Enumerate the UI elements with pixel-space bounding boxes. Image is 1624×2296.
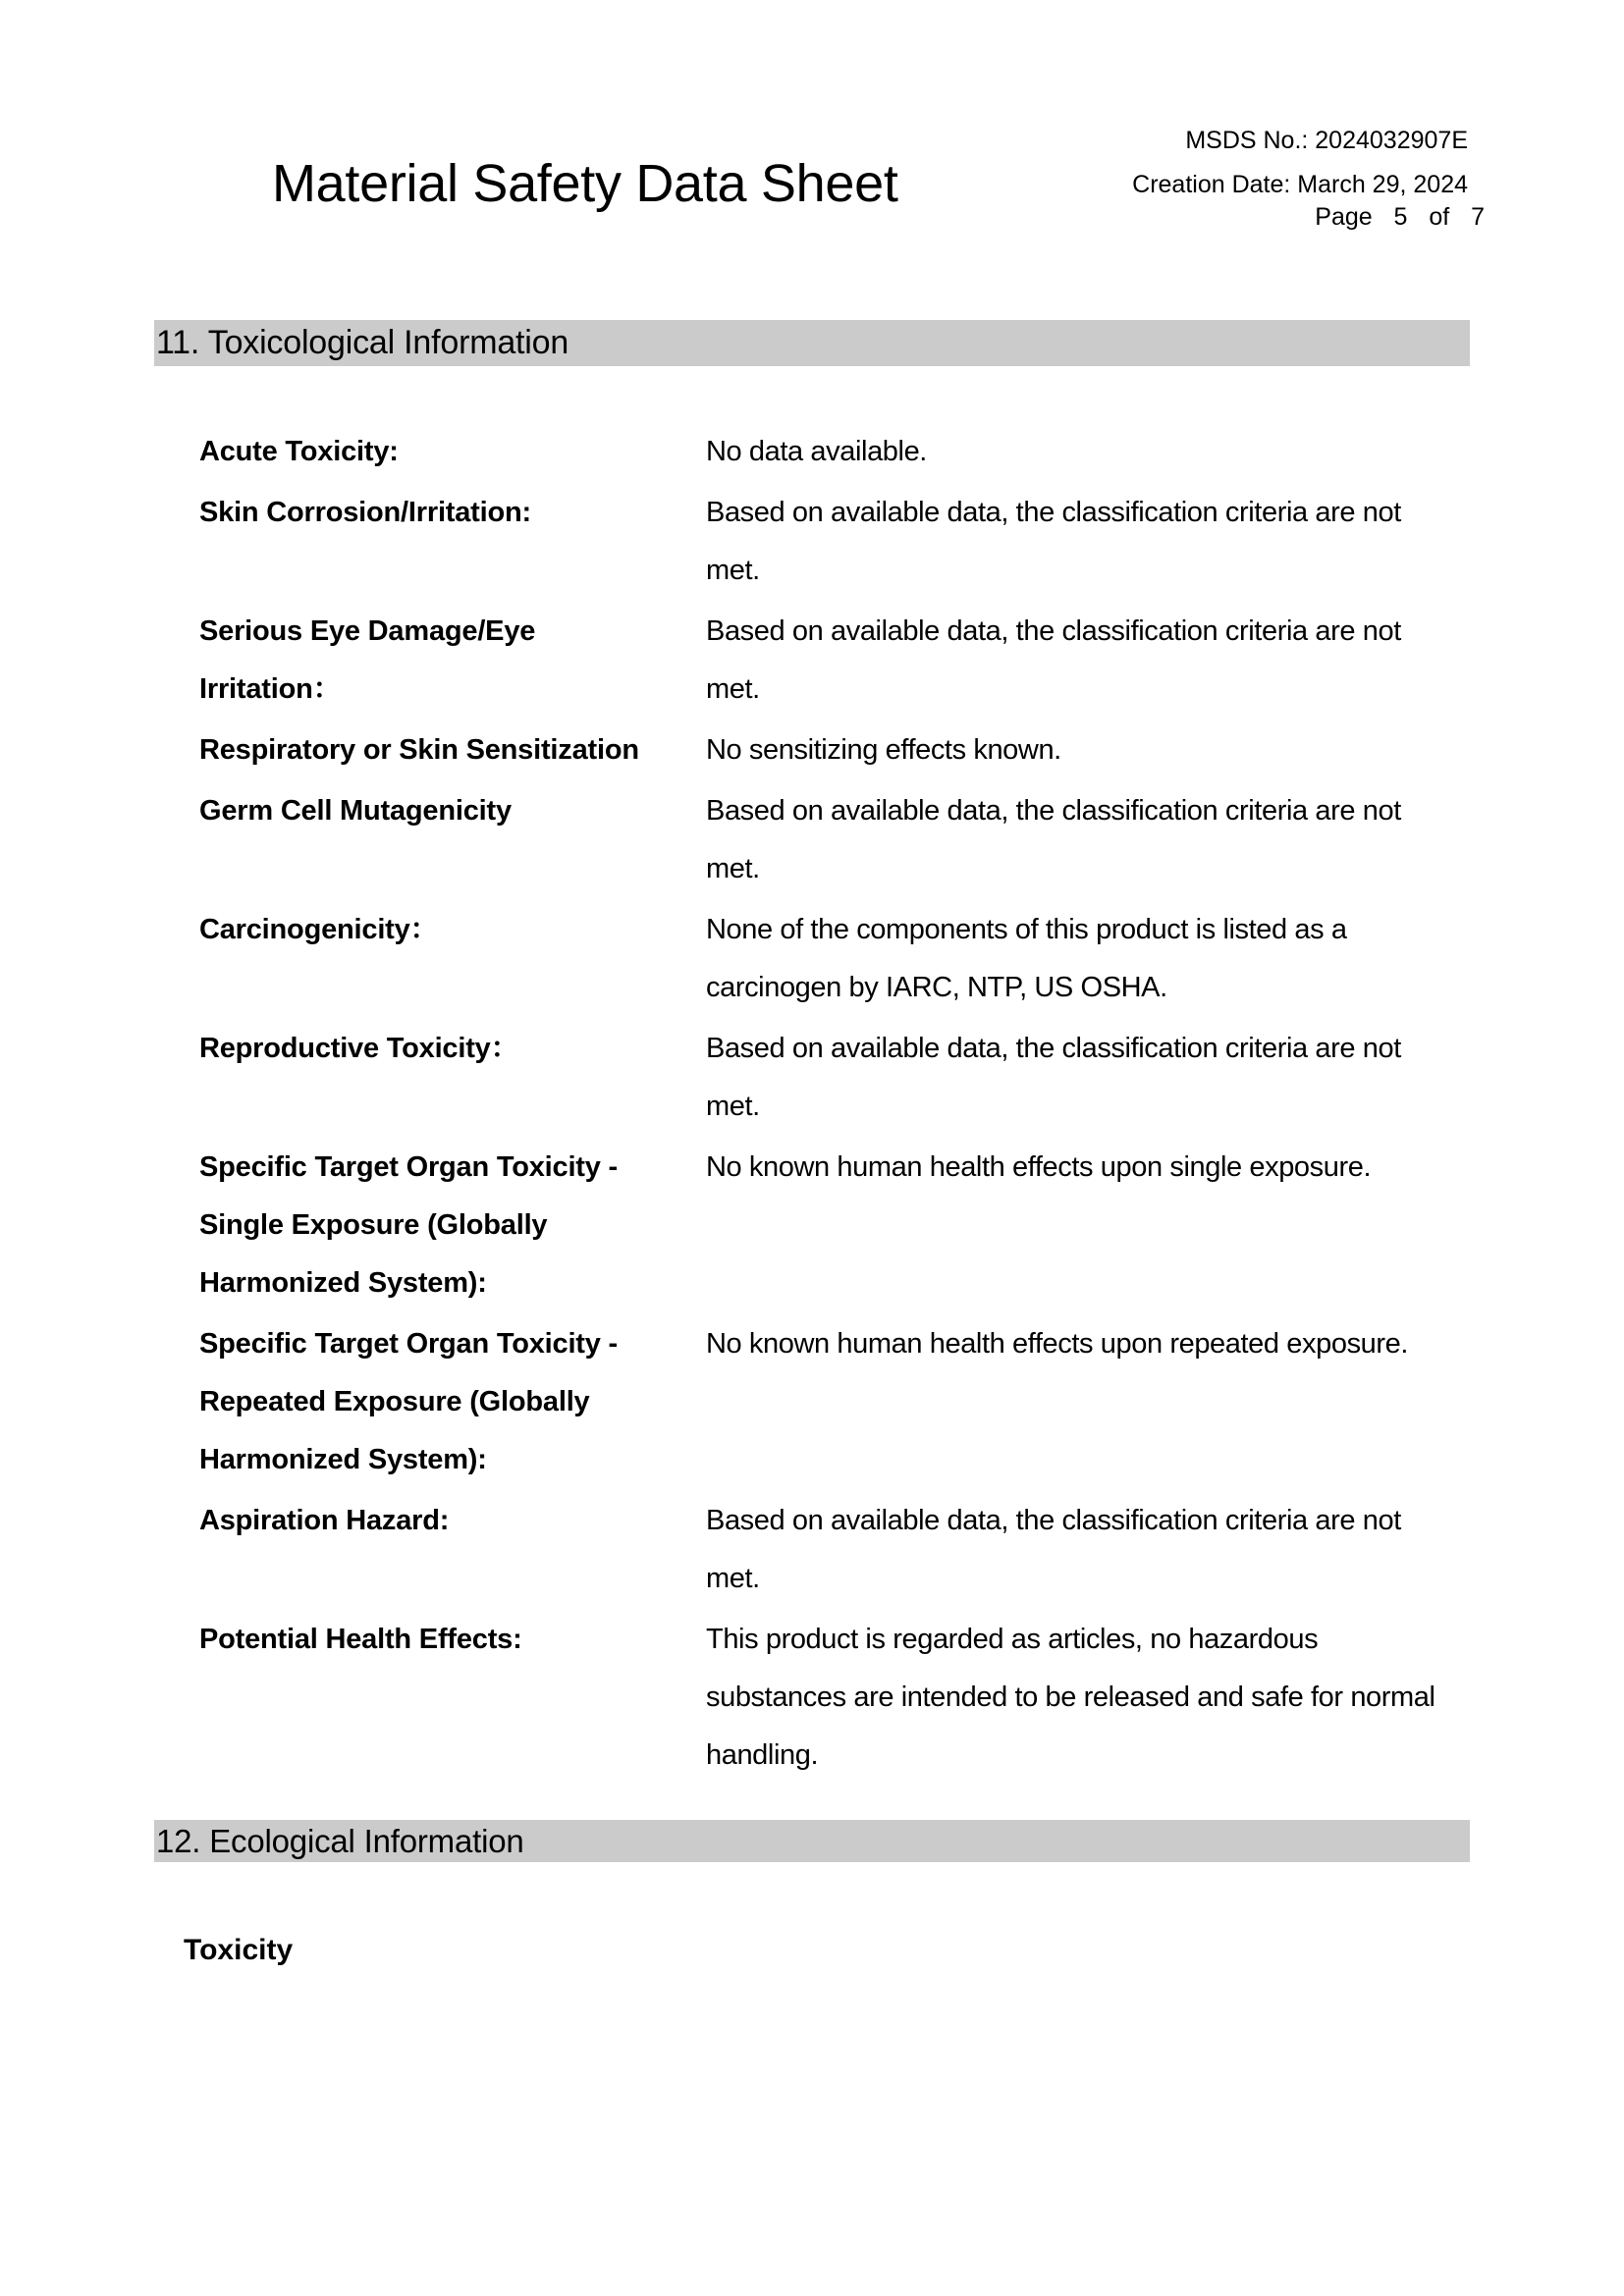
toxicity-subheading: Toxicity [184,1934,294,1966]
row-value-line: This product is regarded as articles, no hazardous [706,1624,1319,1655]
toxicological-info-table [199,423,1476,1788]
row-value-line: substances are intended to be released and safe for normal [706,1682,1435,1713]
row-label-line: Skin Corrosion/Irritation: [199,497,531,528]
row-label-line: Acute Toxicity: [199,436,399,467]
row-label [199,1492,706,1608]
table-row [199,1611,1476,1785]
row-label [199,1020,706,1136]
row-label-line: Germ Cell Mutagenicity [199,795,512,827]
row-value-line: None of the components of this product is listed as a [706,914,1347,945]
row-label-line: Respiratory or Skin Sensitization [199,734,639,766]
row-value [706,423,1472,481]
row-label [199,721,706,779]
row-value [706,901,1472,1017]
page-number [1315,202,1485,232]
table-row [199,1139,1476,1312]
table-row [199,423,1476,481]
row-value-line: Based on available data, the classification criteria are not [706,1505,1401,1536]
row-label [199,1611,706,1785]
row-label [199,603,706,719]
row-value-line: No sensitizing effects known. [706,734,1061,766]
row-value-line: No known human health effects upon single exposure. [706,1151,1372,1183]
row-value-line: handling. [706,1739,819,1771]
row-value [706,721,1472,779]
page-number-text: Page 5 of 7 [1315,203,1485,231]
row-value [706,1020,1472,1136]
row-value [706,1492,1472,1608]
table-row [199,1315,1476,1489]
row-label [199,484,706,600]
row-value [706,603,1472,719]
row-value [706,782,1472,898]
row-value-line: met. [706,673,760,705]
row-label [199,1315,706,1489]
section-11-heading-bar [154,320,1470,366]
row-label-line: Carcinogenicity： [199,914,439,945]
section-11-heading: 11. Toxicological Information [156,324,569,361]
row-label-line: Irritation： [199,673,342,705]
row-label [199,423,706,481]
row-label [199,1139,706,1312]
row-value-line: No known human health effects upon repeated exposure. [706,1328,1409,1360]
row-value-line: met. [706,853,760,884]
row-label [199,901,706,1017]
table-row [199,603,1476,719]
row-value-line: No data available. [706,436,927,467]
row-value-line: met. [706,1091,760,1122]
table-row [199,901,1476,1017]
creation-date: Creation Date: March 29, 2024 [1132,171,1468,198]
section-12-heading-bar [154,1820,1470,1862]
row-label-line: Specific Target Organ Toxicity - [199,1151,619,1183]
row-label-line: Aspiration Hazard: [199,1505,450,1536]
msds-number: MSDS No.: 2024032907E [1185,127,1468,154]
row-value [706,1611,1472,1785]
table-row [199,782,1476,898]
row-label-line: Harmonized System): [199,1267,487,1299]
row-label [199,782,706,898]
table-row [199,1492,1476,1608]
row-value [706,484,1472,600]
table-row [199,1020,1476,1136]
document-title: Material Safety Data Sheet [272,154,898,213]
row-label-line: Harmonized System): [199,1444,487,1475]
row-value [706,1315,1472,1489]
row-value-line: Based on available data, the classification criteria are not [706,795,1401,827]
row-label-line: Specific Target Organ Toxicity - [199,1328,619,1360]
row-value-line: Based on available data, the classification criteria are not [706,1033,1401,1064]
row-value-line: carcinogen by IARC, NTP, US OSHA. [706,972,1167,1003]
row-label-line: Reproductive Toxicity： [199,1033,519,1064]
row-value-line: met. [706,555,760,586]
row-label-line: Potential Health Effects: [199,1624,522,1655]
table-row [199,721,1476,779]
section-12-heading: 12. Ecological Information [156,1823,524,1859]
row-value-line: met. [706,1563,760,1594]
row-label-line: Single Exposure (Globally [199,1209,548,1241]
table-row [199,484,1476,600]
row-label-line: Serious Eye Damage/Eye [199,615,536,647]
row-value [706,1139,1472,1312]
row-value-line: Based on available data, the classification criteria are not [706,497,1401,528]
row-label-line: Repeated Exposure (Globally [199,1386,590,1417]
row-value-line: Based on available data, the classification criteria are not [706,615,1401,647]
